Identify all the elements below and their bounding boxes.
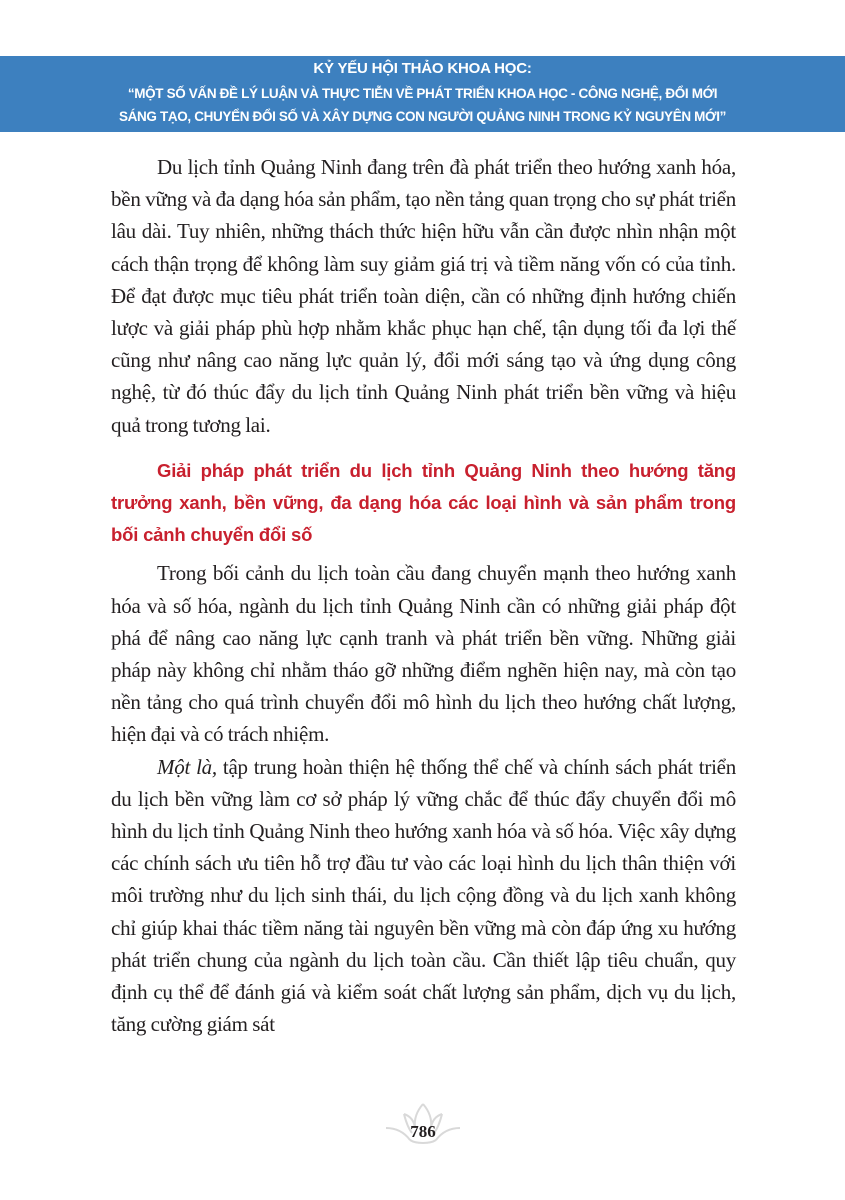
paragraph-context: Trong bối cảnh du lịch toàn cầu đang chuyển mạnh theo hướng xanh hóa và số hóa, ngành du lịch tỉnh Quảng Ninh cần có những giải pháp đột phá để nâng cao năng lực cạnh tranh và phát triển bền vững. Những giải pháp này không chỉ nhằm tháo gỡ những điểm nghẽn hiện nay, mà còn tạo nền tảng cho quá trình chuyển đổi mô hình du lịch theo hướng chất lượng, hiện đại và có trách nhiệm. bbox=[111, 561, 736, 747]
section-heading: Giải pháp phát triển du lịch tỉnh Quảng Ninh theo hướng tăng trưởng xanh, bền vững, đa dạng hóa các loại hình và sản phẩm trong bối cảnh chuyển đổi số bbox=[111, 459, 736, 546]
spacer bbox=[111, 441, 736, 447]
banner-title: KỶ YẾU HỘI THẢO KHOA HỌC: bbox=[313, 60, 532, 77]
paragraph-solution-one bbox=[111, 751, 736, 1041]
page-number: 786 bbox=[410, 1122, 436, 1141]
page-body bbox=[111, 151, 736, 1040]
paragraph-solution-one-text: tập trung hoàn thiện hệ thống thể chế và chính sách phát triển du lịch bền vững làm cơ sở pháp lý vững chắc để thúc đẩy chuyển đổi mô hình du lịch tỉnh Quảng Ninh theo hướng xanh hóa và số hóa. Việc xây dựng các chính sách ưu tiên hỗ trợ đầu tư vào các loại hình du lịch thân thiện với môi trường như du lịch sinh thái, du lịch cộng đồng và du lịch xanh không chỉ giúp khai thác tiềm năng tài nguyên bền vững mà còn đáp ứng xu hướng phát triển chung của ngành du lịch toàn cầu. Cần thiết lập tiêu chuẩn, quy định cụ thể để đánh giá và kiểm soát chất lượng sản phẩm, dịch vụ du lịch, tăng cường giám sát bbox=[111, 754, 736, 1037]
paragraph-intro: Du lịch tỉnh Quảng Ninh đang trên đà phát triển theo hướng xanh hóa, bền vững và đa dạng hóa sản phẩm, tạo nền tảng quan trọng cho sự phát triển lâu dài. Tuy nhiên, những thách thức hiện hữu vẫn cần được nhìn nhận một cách thận trọng để không làm suy giảm giá trị và tiềm năng vốn có của tỉnh. Để đạt được mục tiêu phát triển toàn diện, cần có những định hướng chiến lược và giải pháp phù hợp nhằm khắc phục hạn chế, tận dụng tối đa lợi thế cũng như nâng cao năng lực quản lý, đổi mới sáng tạo và ứng dụng công nghệ, từ đó thúc đẩy du lịch tỉnh Quảng Ninh phát triển bền vững và hiệu quả trong tương lai. bbox=[111, 155, 736, 437]
paragraph-lead-italic: Một là, bbox=[157, 754, 217, 779]
page-footer bbox=[382, 1100, 464, 1150]
banner-subtitle-line-2: SÁNG TẠO, CHUYỂN ĐỔI SỐ VÀ XÂY DỰNG CON NGƯỜI QUẢNG NINH TRONG KỶ NGUYÊN MỚI” bbox=[118, 109, 727, 124]
banner-subtitle-line-1: “MỘT SỐ VẤN ĐỀ LÝ LUẬN VÀ THỰC TIỄN VỀ PHÁT TRIỂN KHOA HỌC - CÔNG NGHỆ, ĐỔI MỚI bbox=[127, 86, 718, 101]
conference-banner bbox=[0, 56, 845, 132]
